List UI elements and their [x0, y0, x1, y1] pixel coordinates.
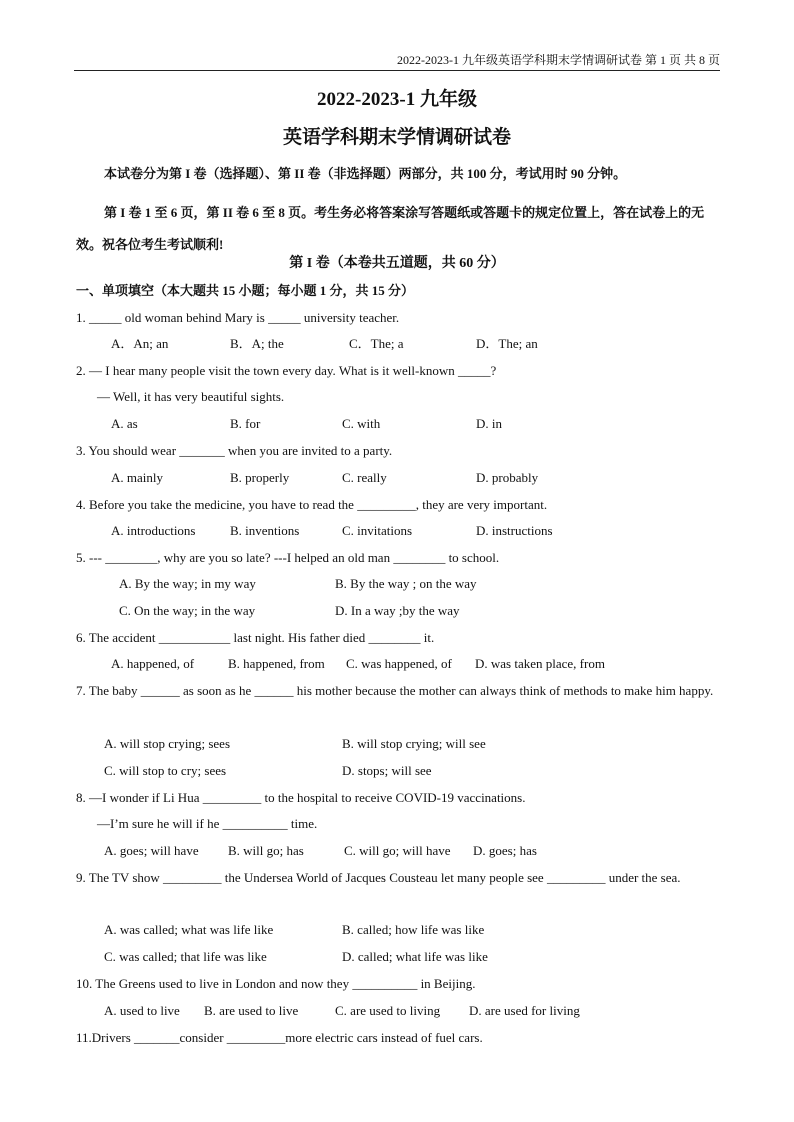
question-2-reply: — Well, it has very beautiful sights.: [97, 389, 285, 404]
question-10-option-c: C. are used to living: [335, 1003, 441, 1018]
question-4-option-c: C. invitations: [342, 523, 413, 538]
question-9-option-b: B. called; how life was like: [342, 922, 485, 937]
instructions-line-2: 第 I 卷 1 至 6 页，第 II 卷 6 至 8 页。考生务必将答案涂写答题纸或答题卡的规定位置上，答在试卷上的无效。祝各位考生考试顺利!: [76, 205, 705, 252]
question-5-option-b: B. By the way ; on the way: [335, 576, 477, 591]
question-1-option-a: A．An; an: [111, 336, 169, 351]
exam-title-subject: 英语学科期末学情调研试卷: [282, 127, 511, 148]
question-8-reply: —I’m sure he will if he __________ time.: [97, 816, 318, 831]
question-6-option-b: B. happened, from: [228, 656, 325, 671]
question-5-stem: 5. --- ________, why are you so late? ---I helped an old man ________ to school.: [76, 550, 500, 565]
question-10-stem: 10. The Greens used to live in London and now they __________ in Beijing.: [76, 976, 476, 991]
question-2-option-d: D. in: [476, 416, 502, 431]
question-10-option-d: D. are used for living: [469, 1003, 580, 1018]
question-9-stem: 9. The TV show _________ the Undersea World of Jacques Cousteau let many people see _________ under the sea.: [76, 870, 681, 885]
question-8-stem: 8. —I wonder if Li Hua _________ to the hospital to receive COVID-19 vaccinations.: [76, 790, 526, 805]
question-7-option-b: B. will stop crying; will see: [342, 736, 486, 751]
exam-title-year: 2022-2023-1 九年级: [317, 89, 477, 110]
question-2-option-c: C. with: [342, 416, 381, 431]
question-8-option-b: B. will go; has: [228, 843, 304, 858]
question-8-option-d: D. goes; has: [473, 843, 537, 858]
question-9-option-d: D. called; what life was like: [342, 949, 488, 964]
section-one-title: 一、单项填空（本大题共 15 小题；每小题 1 分，共 15 分）: [76, 283, 415, 298]
question-1-stem: 1. _____ old woman behind Mary is _____ university teacher.: [76, 310, 400, 325]
question-7-stem: 7. The baby ______ as soon as he ______ his mother because the mother can always think of methods to make him happy.: [76, 683, 714, 698]
question-5-option-c: C. On the way; in the way: [119, 603, 256, 618]
question-10-option-a: A. used to live: [104, 1003, 180, 1018]
question-10-option-b: B. are used to live: [204, 1003, 299, 1018]
question-6-option-d: D. was taken place, from: [475, 656, 605, 671]
question-5-option-d: D. In a way ;by the way: [335, 603, 460, 618]
question-7-option-a: A. will stop crying; sees: [104, 736, 231, 751]
question-3-option-c: C. really: [342, 470, 387, 485]
question-8-option-c: C. will go; will have: [344, 843, 451, 858]
question-9-option-a: A. was called; what was life like: [104, 922, 274, 937]
question-8-option-a: A. goes; will have: [104, 843, 199, 858]
question-11-stem: 11.Drivers _______consider _________more electric cars instead of fuel cars.: [76, 1030, 483, 1045]
question-1-option-b: B．A; the: [230, 336, 284, 351]
instructions-line-1: 本试卷分为第 I 卷（选择题）、第 II 卷（非选择题）两部分，共 100 分，考试用时 90 分钟。: [104, 166, 627, 181]
question-1-option-c: C．The; a: [349, 336, 404, 351]
question-3-option-d: D. probably: [476, 470, 539, 485]
question-2-stem: 2. — I hear many people visit the town every day. What is it well-known _____?: [76, 363, 497, 378]
question-3-option-a: A. mainly: [111, 470, 163, 485]
question-2-option-b: B. for: [230, 416, 261, 431]
page-header: 2022-2023-1 九年级英语学科期末学情调研试卷 第 1 页 共 8 页: [74, 52, 720, 71]
question-2-option-a: A. as: [111, 416, 138, 431]
question-7-option-c: C. will stop to cry; sees: [104, 763, 227, 778]
part-one-title: 第 I 卷（本卷共五道题，共 60 分）: [289, 256, 505, 271]
question-4-stem: 4. Before you take the medicine, you have to read the _________, they are very important.: [76, 497, 548, 512]
question-6-option-c: C. was happened, of: [346, 656, 452, 671]
question-5-option-a: A. By the way; in my way: [119, 576, 256, 591]
question-9-option-c: C. was called; that life was like: [104, 949, 267, 964]
question-3-stem: 3. You should wear _______ when you are invited to a party.: [76, 443, 393, 458]
question-4-option-d: D. instructions: [476, 523, 553, 538]
question-4-option-b: B. inventions: [230, 523, 300, 538]
question-6-option-a: A. happened, of: [111, 656, 195, 671]
question-6-stem: 6. The accident ___________ last night. His father died ________ it.: [76, 630, 435, 645]
question-1-option-d: D．The; an: [476, 336, 538, 351]
question-7-option-d: D. stops; will see: [342, 763, 432, 778]
question-3-option-b: B. properly: [230, 470, 290, 485]
question-4-option-a: A. introductions: [111, 523, 196, 538]
